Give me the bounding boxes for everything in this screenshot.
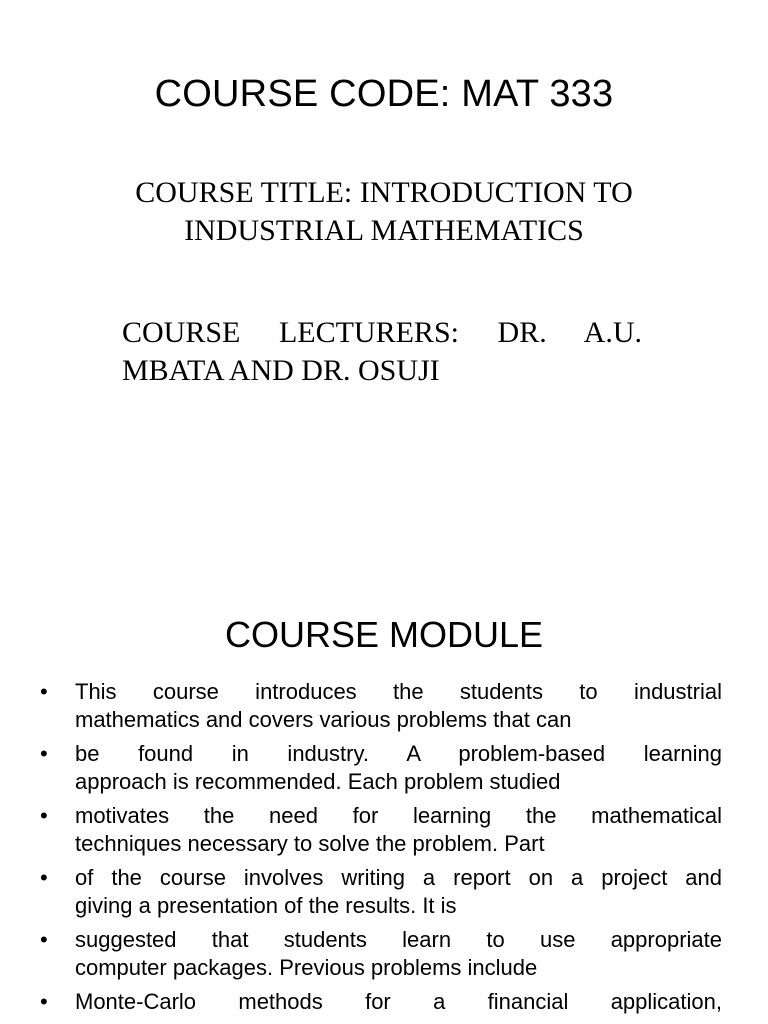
course-lecturers-text <box>122 314 642 390</box>
course-module-slide <box>0 560 768 1024</box>
course-code-heading: COURSE CODE: MAT 333 <box>154 73 614 115</box>
bullet-line-2: mathematics and covers various problems that can <box>75 707 572 732</box>
course-module-heading: COURSE MODULE <box>224 614 544 655</box>
course-lecturers-line-2: MBATA AND DR. OSUJI <box>122 354 440 387</box>
bullet-line-2: techniques necessary to solve the problem. Part <box>75 831 545 856</box>
bullet-icon: • <box>40 803 48 828</box>
bullet-icon: • <box>40 741 48 766</box>
bullet-line-2: computer packages. Previous problems include <box>75 955 538 980</box>
bullet-icon: • <box>40 679 48 704</box>
course-title-text: COURSE TITLE: INTRODUCTION TO INDUSTRIAL MATHEMATICS <box>135 176 633 247</box>
list-item <box>38 802 722 858</box>
bullet-icon: • <box>40 865 48 890</box>
bullet-icon: • <box>40 989 48 1014</box>
bullet-icon: • <box>40 927 48 952</box>
bullet-line-1: suggested that students learn to use appropriate <box>75 927 722 952</box>
bullet-line-2: giving a presentation of the results. It is <box>75 893 457 918</box>
list-item <box>38 740 722 796</box>
course-module-bullet-list <box>38 678 722 1022</box>
bullet-line-1: Monte-Carlo methods for a financial application, <box>75 989 722 1014</box>
bullet-line-1: motivates the need for learning the mathematical <box>75 803 722 828</box>
list-item <box>38 926 722 982</box>
course-lecturers-line-1: COURSE LECTURERS: DR. A.U. <box>122 316 642 349</box>
bullet-line-1: be found in industry. A problem-based learning <box>75 741 722 766</box>
bullet-line-2: approach is recommended. Each problem studied <box>75 769 561 794</box>
bullet-line-1: This course introduces the students to industrial <box>75 679 722 704</box>
bullet-line-1: of the course involves writing a report on a project and <box>75 865 722 890</box>
list-item <box>38 988 722 1016</box>
list-item <box>38 678 722 734</box>
list-item <box>38 864 722 920</box>
